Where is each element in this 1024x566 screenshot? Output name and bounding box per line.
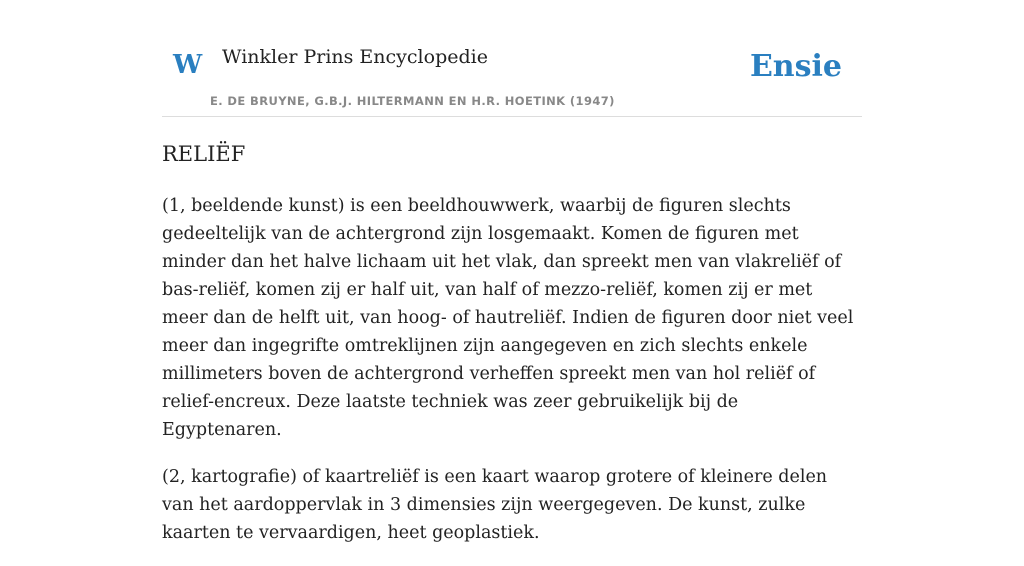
header <box>162 0 862 117</box>
article-paragraph: (1, beeldende kunst) is een beeldhouwwerk, waarbij de figuren slechts gedeeltelijk van de achtergrond zijn losgemaakt. Komen de figuren met minder dan het halve lichaam uit het vlak, dan spreekt men van vlakreliëf of bas-reliëf, komen zij er half uit, van half of mezzo-reliëf, komen zij er met meer dan de helft uit, van hoog- of hautreliëf. Indien de figuren door niet veel meer dan ingegrifte omtreklijnen zijn aangegeven en zich slechts enkele millimeters boven de achtergrond verheffen spreekt men van hol reliëf of relief-encreux. Deze laatste techniek was zeer gebruikelijk bij de Egyptenaren. <box>162 196 854 440</box>
winkler-prins-logo-icon[interactable]: W <box>173 50 203 80</box>
book-title[interactable]: Winkler Prins Encyclopedie <box>222 46 488 68</box>
book-authors: E. DE BRUYNE, G.B.J. HILTERMANN EN H.R. HOETINK (1947) <box>210 94 615 108</box>
article-body <box>162 192 862 566</box>
article-paragraph: (2, kartografie) of kaartreliëf is een kaart waarop grotere of kleinere delen van het aardoppervlak in 3 dimensies zijn weergegeven. De kunst, zulke kaarten te vervaardigen, heet geoplastiek. <box>162 467 828 543</box>
article-headword: RELIËF <box>162 142 246 166</box>
ensie-logo[interactable]: Ensie <box>749 49 842 84</box>
